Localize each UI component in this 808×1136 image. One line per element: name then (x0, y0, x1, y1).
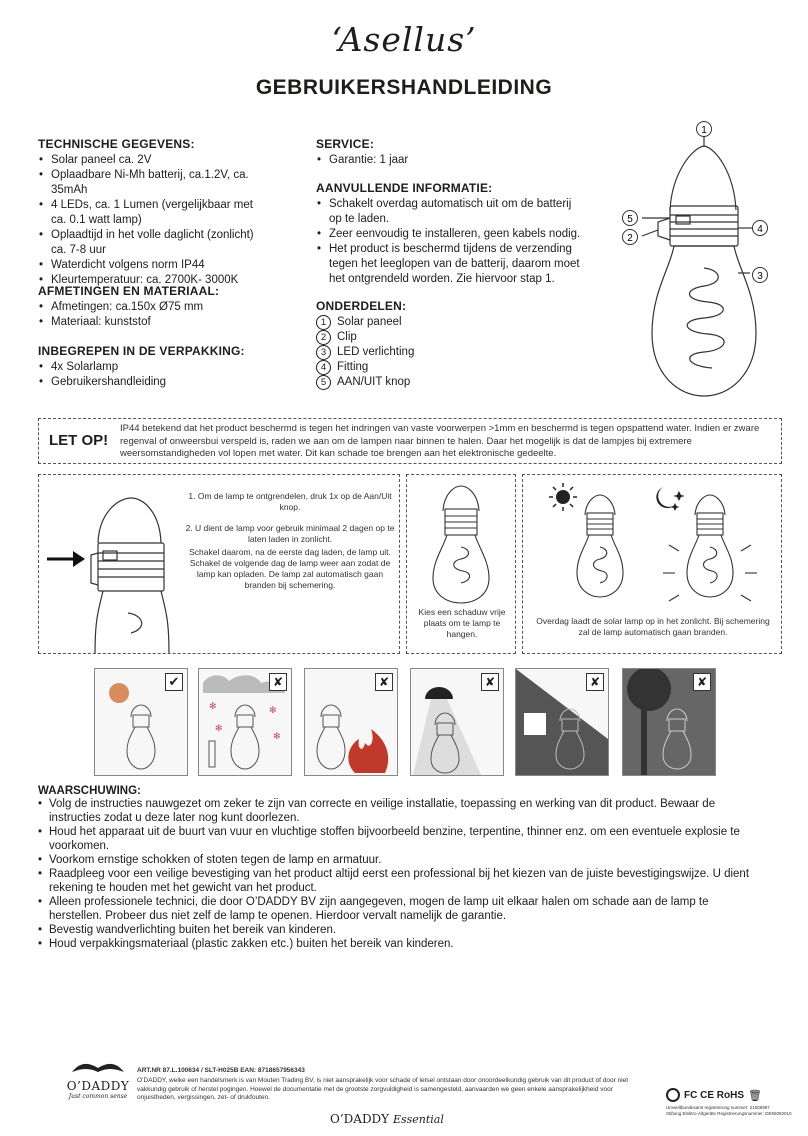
list-item: • Garantie: 1 jaar (316, 153, 606, 168)
diagram-callouts (623, 122, 768, 283)
cross-icon: ✘ (481, 673, 499, 691)
list-item: • Bevestig wandverlichting buiten het bereik van kinderen. (38, 923, 758, 937)
thermometer-icon (209, 741, 215, 767)
list-item: • Voorkom ernstige schokken of stoten tegen de lamp en armatuur. (38, 853, 758, 867)
sun-icon (109, 683, 129, 703)
service-list (316, 153, 606, 168)
step-1-text: 1. Om de lamp te ontgrendelen, druk 1x op de Aan/Uit knop. (188, 491, 392, 512)
weee-bin-icon: 🗑 (748, 1089, 762, 1102)
placement-tile-sun (94, 668, 188, 776)
callout-5: 5 (627, 214, 633, 225)
svg-text:✻: ✻ (215, 724, 223, 734)
part-item: 4 Fitting (316, 360, 516, 375)
moon-icon (656, 487, 685, 511)
svg-text:✻: ✻ (269, 706, 277, 716)
placement-tile-fire (304, 668, 398, 776)
list-item: • Materiaal: kunststof (38, 315, 288, 330)
document-title: GEBRUIKERSHANDLEIDING (255, 76, 553, 99)
package-section (38, 344, 288, 390)
list-item: • Afmetingen: ca.150x Ø75 mm (38, 300, 288, 315)
list-item: • Zeer eenvoudig te installeren, geen kabels nodig. (316, 227, 606, 242)
extra-section (316, 181, 606, 287)
parts-section (316, 299, 516, 390)
part-item: 1 Solar paneel (316, 315, 516, 330)
placement-tile-lamp (410, 668, 504, 776)
shade-panel (406, 474, 516, 654)
service-heading: SERVICE: (316, 137, 375, 151)
cross-icon: ✘ (586, 673, 604, 691)
parts-list (316, 315, 516, 390)
list-item: • 4 LEDs, ca. 1 Lumen (vergelijkbaar met ca. 0.1 watt lamp) (38, 198, 288, 228)
product-name: ‘Asellus’ (331, 20, 477, 59)
list-item: • Schakelt overdag automatisch uit om de batterij op te laden. (316, 197, 606, 227)
article-number: ART.NR 87.L.100634 / SLT-H025B EAN: 8718657956343 (137, 1067, 305, 1074)
placement-tile-snow (198, 668, 292, 776)
shade-caption: Kies een schaduw vrije plaats om te lamp te hangen. (418, 607, 506, 639)
check-icon: ✔ (165, 673, 183, 691)
list-item: • Oplaadtijd in het volle daglicht (zonlicht) ca. 7-8 uur (38, 228, 288, 258)
certification-marks (666, 1088, 796, 1117)
registration-2: Stiftung Elektro-Altgeräte Registrierungsnummer: DE55082010 (666, 1111, 792, 1116)
cross-icon: ✘ (693, 673, 711, 691)
logo-emblem-icon (70, 1060, 126, 1074)
package-heading: INBEGREPEN IN DE VERPAKKING: (38, 344, 245, 358)
warning-heading: WAARSCHUWING: (38, 785, 141, 797)
callout-3: 3 (757, 271, 763, 282)
list-item: • Het product is beschermd tijdens de verzending tegen het leeglopen van de batterij, daarom moet het ontgrendeld worden. Zie hiervoor stap 1. (316, 242, 606, 287)
list-item: • Solar paneel ca. 2V (38, 153, 288, 168)
disclaimer: O’DADDY, welke een handelsmerk is van Mouten Trading BV, is niet aansprakelijk voor schade of letsel ontstaan door onoordeelkundig gebruik van dit product of door niet vakkundig gebruik of herstel pogingen. Hoewel de documentatie met de grootste zorgvuldigheid is samengesteld, aanvaarden we geen enkele aansprakelijkheid voor onjuistheden, vergissingen, zet- of drukfouten. (137, 1077, 629, 1101)
list-item: • Houd het apparaat uit de buurt van vuur en vluchtige stoffen bijvoorbeeld benzine, terpentine, thinner enz. om een eventuele explosie te voorkomen. (38, 825, 758, 853)
part-item: 2 Clip (316, 330, 516, 345)
list-item: • Gebruikershandleiding (38, 375, 288, 390)
list-item: • Volg de instructies nauwgezet om zeker te zijn van correcte en veilige installatie, toepassing en werking van dit product. Bewaar de instructies zodat u deze later nog kunt doorlezen. (38, 797, 758, 825)
placement-tile-tree (622, 668, 716, 776)
logo-brand: O’DADDY (66, 1079, 130, 1093)
list-item: • 4x Solarlamp (38, 360, 288, 375)
extra-list (316, 197, 606, 287)
part-item: 3 LED verlichting (316, 345, 516, 360)
list-item: • Oplaadbare Ni-Mh batterij, ca.1.2V, ca. 35mAh (38, 168, 288, 198)
tech-list (38, 153, 288, 288)
list-item: • Alleen professionele technici, die door O’DADDY BV zijn aangegeven, mogen de lamp uit elkaar halen om schade aan de lamp te herstellen. Probeer dus niet zelf de lamp te openen. Hierdoor vervalt namelijk de garantie. (38, 895, 758, 923)
svg-text:✻: ✻ (273, 732, 281, 742)
warning-section (38, 785, 758, 951)
marks-text: FC CE RoHS (684, 1089, 744, 1101)
cross-icon: ✘ (269, 673, 287, 691)
service-section (316, 137, 606, 168)
day-night-illustration (543, 481, 773, 615)
streetlamp-icon (425, 687, 453, 699)
callout-2: 2 (627, 233, 633, 244)
lamp-icon (421, 483, 501, 605)
letop-box (38, 418, 782, 464)
list-item: • Kleurtemperatuur: ca. 2700K- 3000K (38, 273, 288, 288)
sun-icon (549, 483, 577, 511)
letop-label: LET OP! (49, 432, 109, 449)
dims-list (38, 300, 288, 330)
cross-icon: ✘ (375, 673, 393, 691)
step-2b-text: Schakel daarom, na de eerste dag laden, de lamp uit. Schakel de volgende dag de lamp weer aan zodat de lamp kan opladen. De lamp zal automatisch gaan branden bij schemering. (189, 547, 391, 590)
list-item: • Houd verpakkingsmateriaal (plastic zakken etc.) buiten het bereik van kinderen. (38, 937, 758, 951)
tree-icon (627, 669, 671, 711)
part-item: 5 AAN/UIT knop (316, 375, 516, 390)
list-item: • Raadpleeg voor een veilige bevestiging van het product altijd eerst een professional bij het kiezen van de juiste bevestigingswijze. U dient rekening te houden met het gewicht van het product. (38, 867, 758, 895)
package-list (38, 360, 288, 390)
tech-heading: TECHNISCHE GEGEVENS: (38, 137, 195, 151)
unlock-illustration (43, 493, 173, 653)
lamp-diagram (612, 118, 802, 408)
callout-1: 1 (701, 125, 707, 136)
brand-bottom: O’DADDY Essential (330, 1112, 444, 1126)
placement-tile-house (515, 668, 609, 776)
tech-section (38, 137, 288, 288)
fire-icon (348, 729, 388, 773)
dims-heading: AFMETINGEN EN MATERIAAL: (38, 284, 220, 298)
warning-list (38, 797, 758, 951)
letop-text: IP44 betekend dat het product beschermd is tegen het indringen van vaste voorwerpen >1mm en beschermd is tegen opspattend water. Indien er zware regenval of onweersbui verspeld is, raden we aan om de lampen naar binnen te halen. Daar het mogelijk is dat de lampjes bij extremere weersomstandigheden vol lopen met water. Dit kan schade toe brengen aan het elektronische gedeelte. (120, 423, 760, 459)
svg-text:✻: ✻ (209, 702, 217, 712)
callout-4: 4 (757, 224, 763, 235)
daynight-panel (522, 474, 782, 654)
logo-slogan: Just common sense (68, 1093, 128, 1100)
unlock-panel (38, 474, 400, 654)
extra-heading: AANVULLENDE INFORMATIE: (316, 181, 493, 195)
registration-1: Umweltbundesamt registrierung nummer: 21006997 (666, 1105, 770, 1110)
recycle-icon (666, 1088, 680, 1102)
daynight-caption: Overdag laadt de solar lamp op in het zonlicht. Bij schemering zal de lamp automatisch gaan branden. (536, 616, 770, 637)
dims-section (38, 284, 288, 330)
parts-heading: ONDERDELEN: (316, 299, 407, 313)
list-item: • Waterdicht volgens norm IP44 (38, 258, 288, 273)
odaddy-logo (62, 1060, 134, 1100)
step-2a-text: 2. U dient de lamp voor gebruik minimaal 2 dagen op te laten laden in zonlicht. (185, 523, 395, 544)
